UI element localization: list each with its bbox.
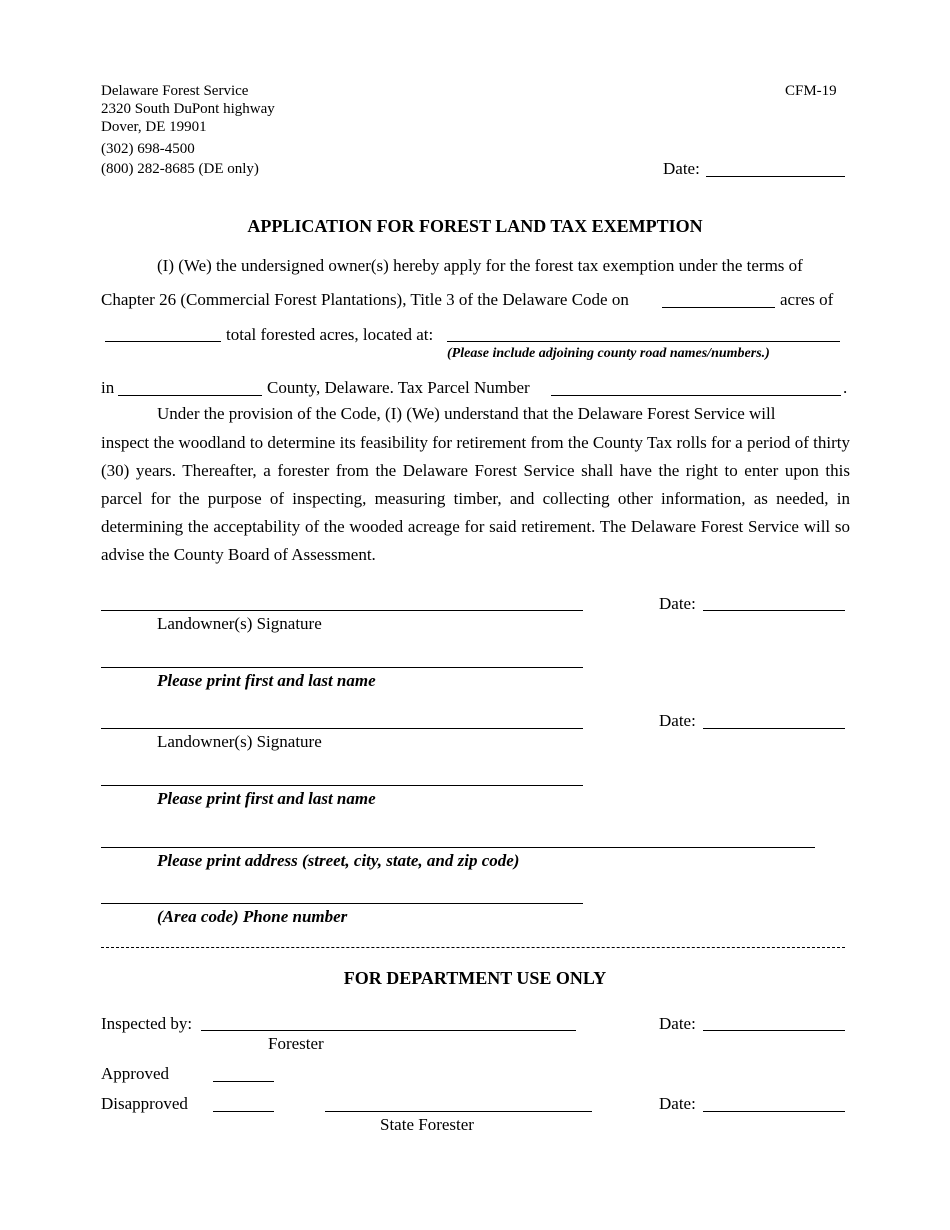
tax-parcel-number-field[interactable]: [551, 395, 841, 396]
application-line-2-suffix: acres of: [780, 290, 834, 309]
phone-label: (Area code) Phone number: [157, 907, 348, 926]
address-line[interactable]: [101, 847, 815, 848]
org-city-state-zip: Dover, DE 19901: [101, 119, 207, 135]
signature-1-date-label: Date:: [659, 594, 696, 613]
print-name-2-line[interactable]: [101, 785, 583, 786]
inspected-by-field[interactable]: [201, 1030, 576, 1031]
form-id: CFM-19: [785, 83, 837, 99]
county-field[interactable]: [118, 395, 262, 396]
org-phone-local: (302) 698-4500: [101, 141, 195, 157]
application-line-4-in: in: [101, 378, 115, 397]
signature-1-date-field[interactable]: [703, 610, 845, 611]
header-date-field[interactable]: [706, 176, 845, 177]
signature-2-label: Landowner(s) Signature: [157, 732, 322, 751]
location-field[interactable]: [447, 341, 840, 342]
application-line-1: (I) (We) the undersigned owner(s) hereby apply for the forest tax exemption under the terms of: [157, 256, 803, 275]
approved-field[interactable]: [213, 1081, 274, 1082]
forester-label: Forester: [268, 1034, 324, 1053]
disapproved-label: Disapproved: [101, 1094, 188, 1113]
org-name: Delaware Forest Service: [101, 83, 249, 99]
address-label: Please print address (street, city, state, and zip code): [157, 851, 520, 870]
disapproved-field[interactable]: [213, 1111, 274, 1112]
signature-1-label: Landowner(s) Signature: [157, 614, 322, 633]
application-line-4-period: .: [843, 378, 848, 397]
state-forester-date-field[interactable]: [703, 1111, 845, 1112]
approved-label: Approved: [101, 1064, 169, 1083]
inspected-date-field[interactable]: [703, 1030, 845, 1031]
state-forester-label: State Forester: [380, 1115, 474, 1134]
application-line-3-label: total forested acres, located at:: [226, 325, 434, 344]
signature-2-date-field[interactable]: [703, 728, 845, 729]
print-name-2-label: Please print first and last name: [157, 789, 376, 808]
application-line-4-county-label: County, Delaware. Tax Parcel Number: [267, 378, 530, 397]
inspected-by-label: Inspected by:: [101, 1014, 193, 1033]
print-name-1-label: Please print first and last name: [157, 671, 376, 690]
acres-field[interactable]: [662, 307, 775, 308]
inspected-date-label: Date:: [659, 1014, 696, 1033]
org-street: 2320 South DuPont highway: [101, 101, 275, 117]
provision-first-line: Under the provision of the Code, (I) (We) understand that the Delaware Forest Service will: [157, 404, 776, 423]
location-note: (Please include adjoining county road names/numbers.): [447, 346, 770, 361]
total-forested-acres-field[interactable]: [105, 341, 221, 342]
provision-paragraph: inspect the woodland to determine its feasibility for retirement from the County Tax rolls for a period of thirty (30) years. Thereafter, a forester from the Delaware Forest Service shall have the right to enter upon this parcel for the purpose of inspecting, measuring timber, and collecting other information, as needed, in determining the acceptability of the wooded acreage for said retirement. The Delaware Forest Service will so advise the County Board of Assessment.: [101, 433, 850, 564]
state-forester-date-label: Date:: [659, 1094, 696, 1113]
form-title: APPLICATION FOR FOREST LAND TAX EXEMPTION: [247, 216, 703, 236]
signature-2-line[interactable]: [101, 728, 583, 729]
department-heading: FOR DEPARTMENT USE ONLY: [343, 968, 607, 988]
application-line-2-prefix: Chapter 26 (Commercial Forest Plantations), Title 3 of the Delaware Code on: [101, 290, 629, 309]
signature-2-date-label: Date:: [659, 711, 696, 730]
org-phone-tollfree: (800) 282-8685 (DE only): [101, 161, 259, 177]
phone-line[interactable]: [101, 903, 583, 904]
department-separator: [101, 947, 845, 948]
signature-1-line[interactable]: [101, 610, 583, 611]
header-date-label: Date:: [663, 159, 700, 178]
print-name-1-line[interactable]: [101, 667, 583, 668]
state-forester-signature-field[interactable]: [325, 1111, 592, 1112]
